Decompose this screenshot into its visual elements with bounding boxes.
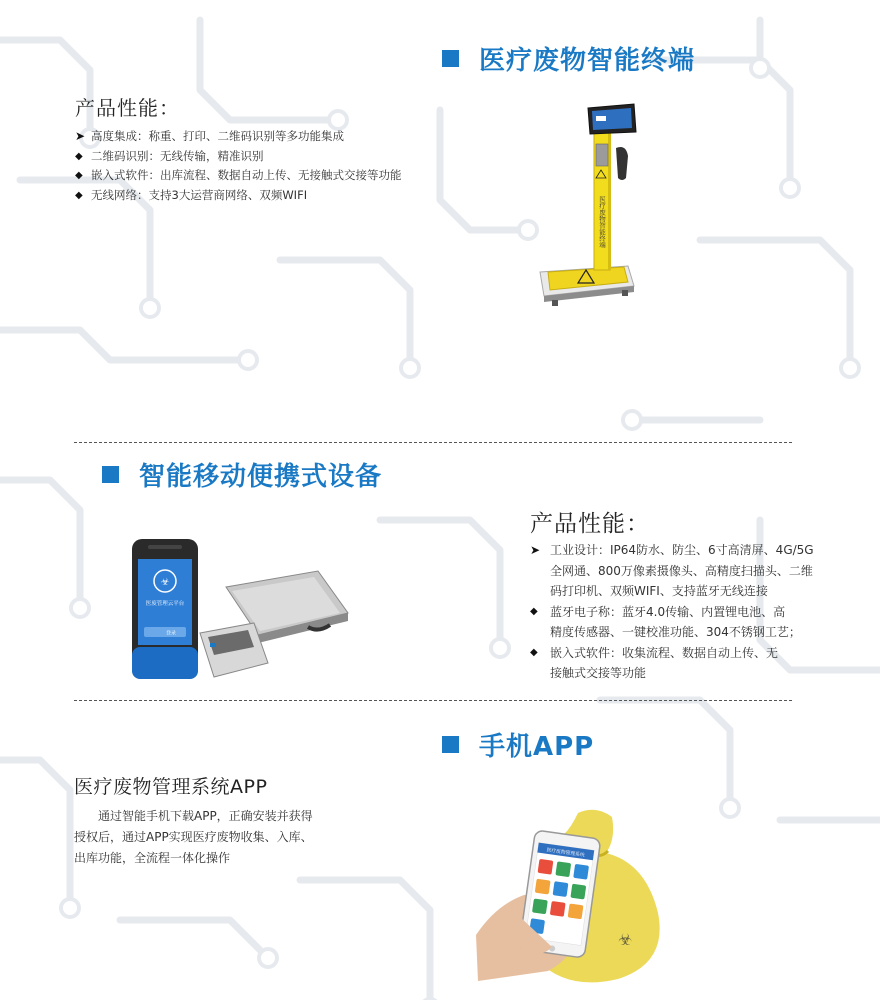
feature-item: ◆ 蓝牙电子称：蓝牙4.0传输、内置锂电池、高 精度传感器、一键校准功能、304不锈钢工艺； bbox=[530, 602, 830, 643]
svg-text:☣: ☣ bbox=[160, 577, 170, 588]
title-square-icon bbox=[442, 50, 459, 67]
section3-title bbox=[442, 726, 594, 763]
diamond-bullet-icon: ◆ bbox=[75, 189, 83, 201]
feature-item: ◆ 二维码识别：无线传输，精准识别 bbox=[75, 147, 435, 167]
section2-perf-title: 产品性能： bbox=[530, 511, 650, 537]
portable-device-image bbox=[128, 535, 353, 685]
app-description: 通过智能手机下载APP，正确安装并获得授权后，通过APP实现医疗废物收集、入库、出库功能，全流程一体化操作 bbox=[74, 809, 313, 865]
svg-text:医废管理云平台: 医废管理云平台 bbox=[145, 601, 185, 607]
app-heading: 医疗废物管理系统APP bbox=[74, 776, 268, 798]
diamond-bullet-icon: ◆ bbox=[530, 605, 538, 617]
section-divider bbox=[74, 700, 792, 701]
section1-title bbox=[442, 40, 695, 77]
feature-item: ◆ 嵌入式软件：出库流程、数据自动上传、无接触式交接等功能 bbox=[75, 166, 435, 186]
mobile-app-image bbox=[468, 805, 698, 985]
arrow-bullet-icon: ➤ bbox=[75, 129, 86, 143]
smart-terminal-image bbox=[530, 100, 640, 325]
section1-perf-title: 产品性能： bbox=[75, 96, 180, 120]
section1-feature-list bbox=[75, 127, 435, 205]
section2-feature-list bbox=[530, 540, 830, 684]
section2-title bbox=[102, 456, 382, 493]
svg-text:☣: ☣ bbox=[618, 930, 633, 949]
svg-text:医疗废物管理系统: 医疗废物管理系统 bbox=[546, 848, 585, 859]
svg-text:医疗废物智能终端: 医疗废物智能终端 bbox=[598, 196, 606, 248]
feature-item: ◆ 无线网络：支持3大运营商网络、双频WIFI bbox=[75, 186, 435, 206]
section-divider bbox=[74, 442, 792, 443]
title-square-icon bbox=[102, 466, 119, 483]
section3-title-text: 手机APP bbox=[479, 732, 595, 762]
diamond-bullet-icon: ◆ bbox=[75, 150, 83, 162]
arrow-bullet-icon: ➤ bbox=[530, 543, 541, 557]
feature-item: ➤ 工业设计：IP64防水、防尘、6寸高清屏、4G/5G 全网通、800万像素摄像头、高精度扫描头、二维 码打印机、双频WIFI、支持蓝牙无线连接 bbox=[530, 540, 830, 602]
section2-title-text: 智能移动便携式设备 bbox=[139, 462, 383, 492]
section1-title-text: 医疗废物智能终端 bbox=[479, 46, 696, 76]
svg-text:登录: 登录 bbox=[165, 630, 177, 637]
feature-item: ◆ 嵌入式软件：收集流程、数据自动上传、无 接触式交接等功能 bbox=[530, 643, 830, 684]
title-square-icon bbox=[442, 736, 459, 753]
diamond-bullet-icon: ◆ bbox=[75, 170, 83, 181]
diamond-bullet-icon: ◆ bbox=[530, 646, 538, 658]
feature-item: ➤ 高度集成：称重、打印、二维码识别等多功能集成 bbox=[75, 127, 435, 147]
